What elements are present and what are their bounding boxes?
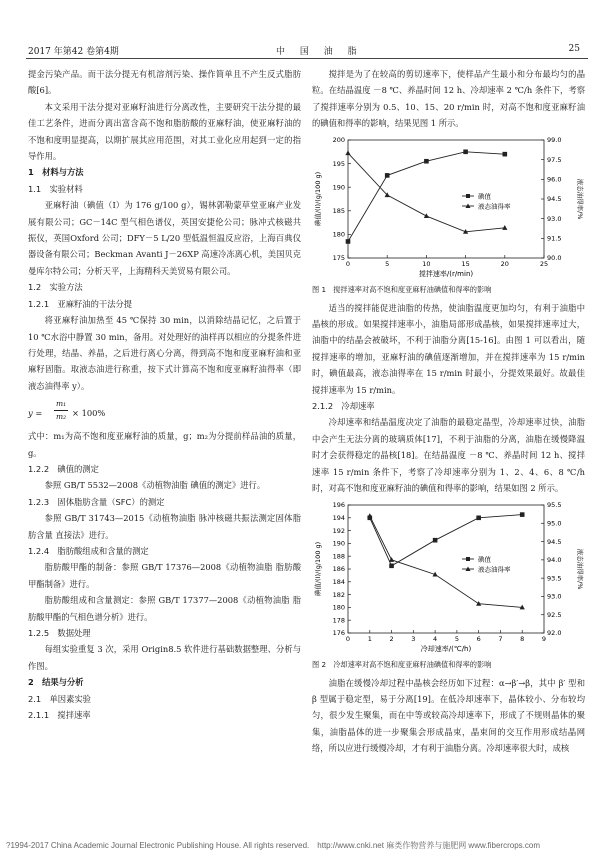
y-right-tick-label: 95.0 xyxy=(547,518,562,527)
y-left-tick-label: 186 xyxy=(332,564,345,573)
y-right-tick-label: 92.5 xyxy=(547,610,562,619)
y-right-tick-label: 93.0 xyxy=(547,592,562,601)
data-point-iodine xyxy=(346,239,351,244)
paragraph: 适当的搅拌能促进油脂的传热，使油脂温度更加均匀，有利于油脂中晶核的形成。如果搅拌速率小，油脂局部形成晶核，如果搅拌速率过大，油脂中的结晶会被破坏，不利于油脂分离[15-16]。由图 1 可以看出，随搅拌速率的增加，亚麻籽油的碘值逐渐增加，并在搅拌速率为 15 r/min 时，碘值最高，液态油得率在 15 r/min 时最小，分提效果最好。故最佳搅拌速率为 15 r/min。 xyxy=(312,302,585,395)
paragraph: 每组实验重复 3 次，采用 Origin8.5 软件进行基础数据整理、分析与作图。 xyxy=(28,644,301,671)
plot-frame xyxy=(348,140,544,258)
section-heading: 1.2.4 脂肪酸组成和含量的测定 xyxy=(28,545,149,556)
data-point-iodine xyxy=(476,515,481,520)
x-tick-label: 7 xyxy=(498,634,503,643)
section-heading: 1.2.3 固体脂肪含量（SFC）的测定 xyxy=(28,496,165,507)
formula-numerator: m₁ xyxy=(56,399,67,409)
figure-2 xyxy=(312,499,585,671)
y-right-axis-label: 液态油得率/% xyxy=(576,548,584,589)
figure-1-chart xyxy=(312,134,585,284)
data-point-yield xyxy=(389,557,394,562)
x-tick-label: 3 xyxy=(411,634,416,643)
legend-label-yield: 液态油得率 xyxy=(478,565,511,573)
formula-denominator: m₂ xyxy=(56,412,67,422)
data-point-yield xyxy=(345,150,350,155)
y-left-tick-label: 192 xyxy=(332,526,345,535)
y-left-tick-label: 182 xyxy=(332,590,345,599)
right-column xyxy=(312,66,585,757)
x-tick-label: 1 xyxy=(367,634,372,643)
section-heading: 2.1.1 搅拌速率 xyxy=(28,710,91,721)
paragraph: 冷却速率和结晶温度决定了油脂的最稳定晶型，冷却速率过快，油脂中会产生无法分离的玻璃质体[17]，不利于油脂的分离，油脂在缓慢降温时才会获得稳定的晶核[18]。在结晶温度 －8 ℃、养晶时间 12 h、搅拌速率 15 r/min 条件下，考察了冷却速率分别为 1、2、4、6、8 ℃/h 时，对高不饱和度亚麻籽油的碘值和得率的影响，结果如图 2 所示。 xyxy=(312,417,585,494)
legend-label-iodine: 碘值 xyxy=(478,555,491,563)
legend-label-iodine: 碘值 xyxy=(478,192,491,201)
journal-issue: 2017 年第42 卷第4期 xyxy=(28,47,119,57)
data-point-yield xyxy=(424,213,429,218)
y-left-tick-label: 190 xyxy=(332,183,345,192)
paragraph: 油脂在缓慢冷却过程中晶核会经历如下过程：α→β′→β，其中 β′ 型和 β 型属于稳定型，易于分离[19]。在低冷却速率下，晶体较小、分布较均匀，很少发生聚集，而在中等或较高冷却速率下，形成了不规则晶体的聚集，油脂晶体的进一步聚集会形成晶束，晶束间的交互作用形成结晶网络，所以应进行缓慢冷却，才有利于油脂分离。冷却速率很大时，成核 xyxy=(312,677,585,754)
legend-marker-iodine xyxy=(466,557,470,561)
yield-formula xyxy=(28,398,301,424)
header-rule xyxy=(26,58,588,59)
data-point-yield xyxy=(502,225,507,230)
y-right-tick-label: 91.5 xyxy=(547,234,562,243)
y-left-tick-label: 180 xyxy=(332,603,345,612)
paragraph: 将亚麻籽油加热至 45 ℃保持 30 min，以消除结晶记忆，之后置于 10 ℃水浴中静置 30 min，备用。对处理好的油样再以相应的分提条件进行处理，结晶、养晶，之后进行离心分离，得到高不饱和度亚麻籽油和亚麻籽固脂。取液态油进行称重，按下式计算高不饱和度亚麻籽油得率（即液态油得率 y）。 xyxy=(28,315,301,391)
y-left-tick-label: 195 xyxy=(332,159,345,168)
x-tick-label: 9 xyxy=(541,634,547,643)
x-tick-label: 0 xyxy=(345,259,351,268)
y-right-tick-label: 94.5 xyxy=(547,537,562,546)
plot-frame xyxy=(348,505,544,633)
paragraph: 脂肪酸甲酯的制备：参照 GB/T 17376—2008《动植物油脂 脂肪酸甲酯制备》进行。 xyxy=(28,562,301,589)
left-column xyxy=(28,66,301,723)
series-line-iodine xyxy=(370,514,522,565)
y-right-tick-label: 94.0 xyxy=(547,555,562,564)
x-tick-label: 20 xyxy=(500,259,509,268)
data-point-iodine xyxy=(424,159,429,164)
section-heading: 2.1 单因素实验 xyxy=(28,693,91,704)
x-tick-label: 5 xyxy=(385,259,390,268)
x-axis-label: 搅拌速率/(r/min) xyxy=(418,269,474,278)
x-tick-label: 5 xyxy=(454,634,459,643)
section-heading: 1.1 实验材料 xyxy=(28,183,83,194)
paragraph: 本文采用干法分提对亚麻籽油进行分离改性，主要研究干法分提的最佳工艺条件，进而分离出富含高不饱和脂肪酸的亚麻籽油，使亚麻籽油的不饱和度明显提高，以期扩展其应用范围，对其工业化应用起到一定的指导作用。 xyxy=(28,101,301,162)
section-heading: 1.2.5 数据处理 xyxy=(28,628,91,638)
section-heading: 1.2.1 亚麻籽油的干法分提 xyxy=(28,298,133,309)
y-left-tick-label: 194 xyxy=(332,513,345,522)
y-right-tick-label: 92.0 xyxy=(547,628,562,637)
y-left-tick-label: 190 xyxy=(332,539,345,548)
y-left-tick-label: 185 xyxy=(332,206,345,215)
page-number: 25 xyxy=(568,44,580,54)
paragraph: 提金污染产品。而干法分提无有机溶剂污染、操作简单且不产生反式脂肪酸[6]。 xyxy=(28,69,301,96)
y-right-tick-label: 95.5 xyxy=(547,500,562,509)
legend-marker-iodine xyxy=(466,194,470,198)
x-tick-label: 15 xyxy=(461,259,470,268)
data-point-iodine xyxy=(463,149,468,154)
paragraph: 脂肪酸组成和含量测定：参照 GB/T 17377—2008《动植物油脂 脂肪酸甲酯的气相色谱分析》进行。 xyxy=(28,595,301,622)
y-left-tick-label: 188 xyxy=(332,551,345,560)
y-right-tick-label: 97.5 xyxy=(547,155,562,164)
paragraph: 式中：m₁为高不饱和度亚麻籽油的质量，g；m₂为分提前样品油的质量，g。 xyxy=(28,431,301,458)
y-right-tick-label: 99.0 xyxy=(547,135,562,144)
data-point-iodine xyxy=(520,512,525,517)
section-heading: 1.2 实验方法 xyxy=(28,282,83,293)
y-left-tick-label: 175 xyxy=(332,253,345,262)
data-point-iodine xyxy=(503,151,508,156)
figure-2-chart xyxy=(312,499,585,659)
y-right-tick-label: 94.5 xyxy=(547,194,562,203)
y-right-tick-label: 96.0 xyxy=(547,175,562,184)
x-tick-label: 2 xyxy=(389,634,394,643)
x-axis-label: 冷却速率/(℃/h) xyxy=(420,644,472,653)
x-tick-label: 10 xyxy=(422,259,431,268)
y-left-tick-label: 196 xyxy=(332,500,345,509)
y-left-axis-label: 碘值/(I)/(g/100 g) xyxy=(314,541,322,596)
figure-1-caption: 图 1 搅拌速率对高不饱和度亚麻籽油碘值和得率的影响 xyxy=(312,284,492,294)
figure-1 xyxy=(312,134,585,296)
section-heading: 2 结果与分析 xyxy=(28,677,84,688)
formula-lhs: y = xyxy=(28,408,43,419)
paragraph: 亚麻籽油（碘值（I）为 176 g/100 g），锡林郭勒蒙草堂亚麻产业发展有限公司；GC－14C 型气相色谱仪，英国安捷伦公司；脉冲式核磁共振仪，英国Oxford 公司；DFY－5 L/20 型低温恒温反应浴，上海百典仪器设备有限公司；Beckman Avanti J－26XP 高速冷冻离心机，美国贝克曼库尔特公司；分析天平，上海精科天美贸易有限公司。 xyxy=(28,200,301,276)
data-point-iodine xyxy=(433,537,438,542)
legend-label-yield: 液态油得率 xyxy=(478,202,511,211)
paragraph: 参照 GB/T 5532—2008《动植物油脂 碘值的测定》进行。 xyxy=(44,480,266,491)
formula-rhs: × 100% xyxy=(72,408,106,419)
data-point-iodine xyxy=(389,563,394,568)
y-right-tick-label: 90.0 xyxy=(547,253,562,262)
y-right-axis-label: 液态油得率/% xyxy=(576,178,584,220)
figure-2-caption: 图 2 冷却速率对高不饱和度亚麻籽油碘值和得率的影响 xyxy=(312,659,492,669)
x-tick-label: 0 xyxy=(345,634,351,643)
journal-title: 中 国 油 脂 xyxy=(276,47,363,57)
x-tick-label: 6 xyxy=(476,634,481,643)
y-left-tick-label: 184 xyxy=(332,577,345,586)
section-heading: 1.2.2 碘值的测定 xyxy=(28,463,99,474)
section-heading: 2.1.2 冷却速率 xyxy=(312,401,375,412)
data-point-yield xyxy=(476,600,481,605)
copyright-footer: ?1994-2017 China Academic Journal Electronic Publishing House. All rights reserved. http://www.cnki.net 麻类作物营养与施肥网 www.fibercrops.com xyxy=(6,841,540,850)
y-right-tick-label: 93.0 xyxy=(547,214,562,223)
y-left-tick-label: 176 xyxy=(332,628,345,637)
y-left-tick-label: 200 xyxy=(332,135,345,144)
x-tick-label: 8 xyxy=(520,634,525,643)
x-tick-label: 25 xyxy=(539,259,549,268)
x-tick-label: 4 xyxy=(433,634,438,643)
y-right-tick-label: 93.5 xyxy=(547,573,562,582)
data-point-iodine xyxy=(385,173,390,178)
y-left-axis-label: 碘值/(I)/(g/100 g) xyxy=(314,171,322,226)
paragraph: 参照 GB/T 31743—2015《动植物油脂 脉冲核磁共振法测定固体脂肪含量 直接法》进行。 xyxy=(28,513,301,540)
section-heading: 1 材料与方法 xyxy=(28,167,84,178)
y-left-tick-label: 178 xyxy=(332,615,345,624)
y-left-tick-label: 180 xyxy=(332,230,345,239)
paragraph: 搅拌是为了在较高的剪切速率下，使样品产生最小和分布最均匀的晶粒。在结晶温度 －8 ℃、养晶时间 12 h、冷却速率 2 ℃/h 条件下，考察了搅拌速率分别为 0.5、10、15、20 r/min 时，对高不饱和度亚麻籽油的碘值和得率的影响，结果见图 1 所示。 xyxy=(312,69,585,129)
